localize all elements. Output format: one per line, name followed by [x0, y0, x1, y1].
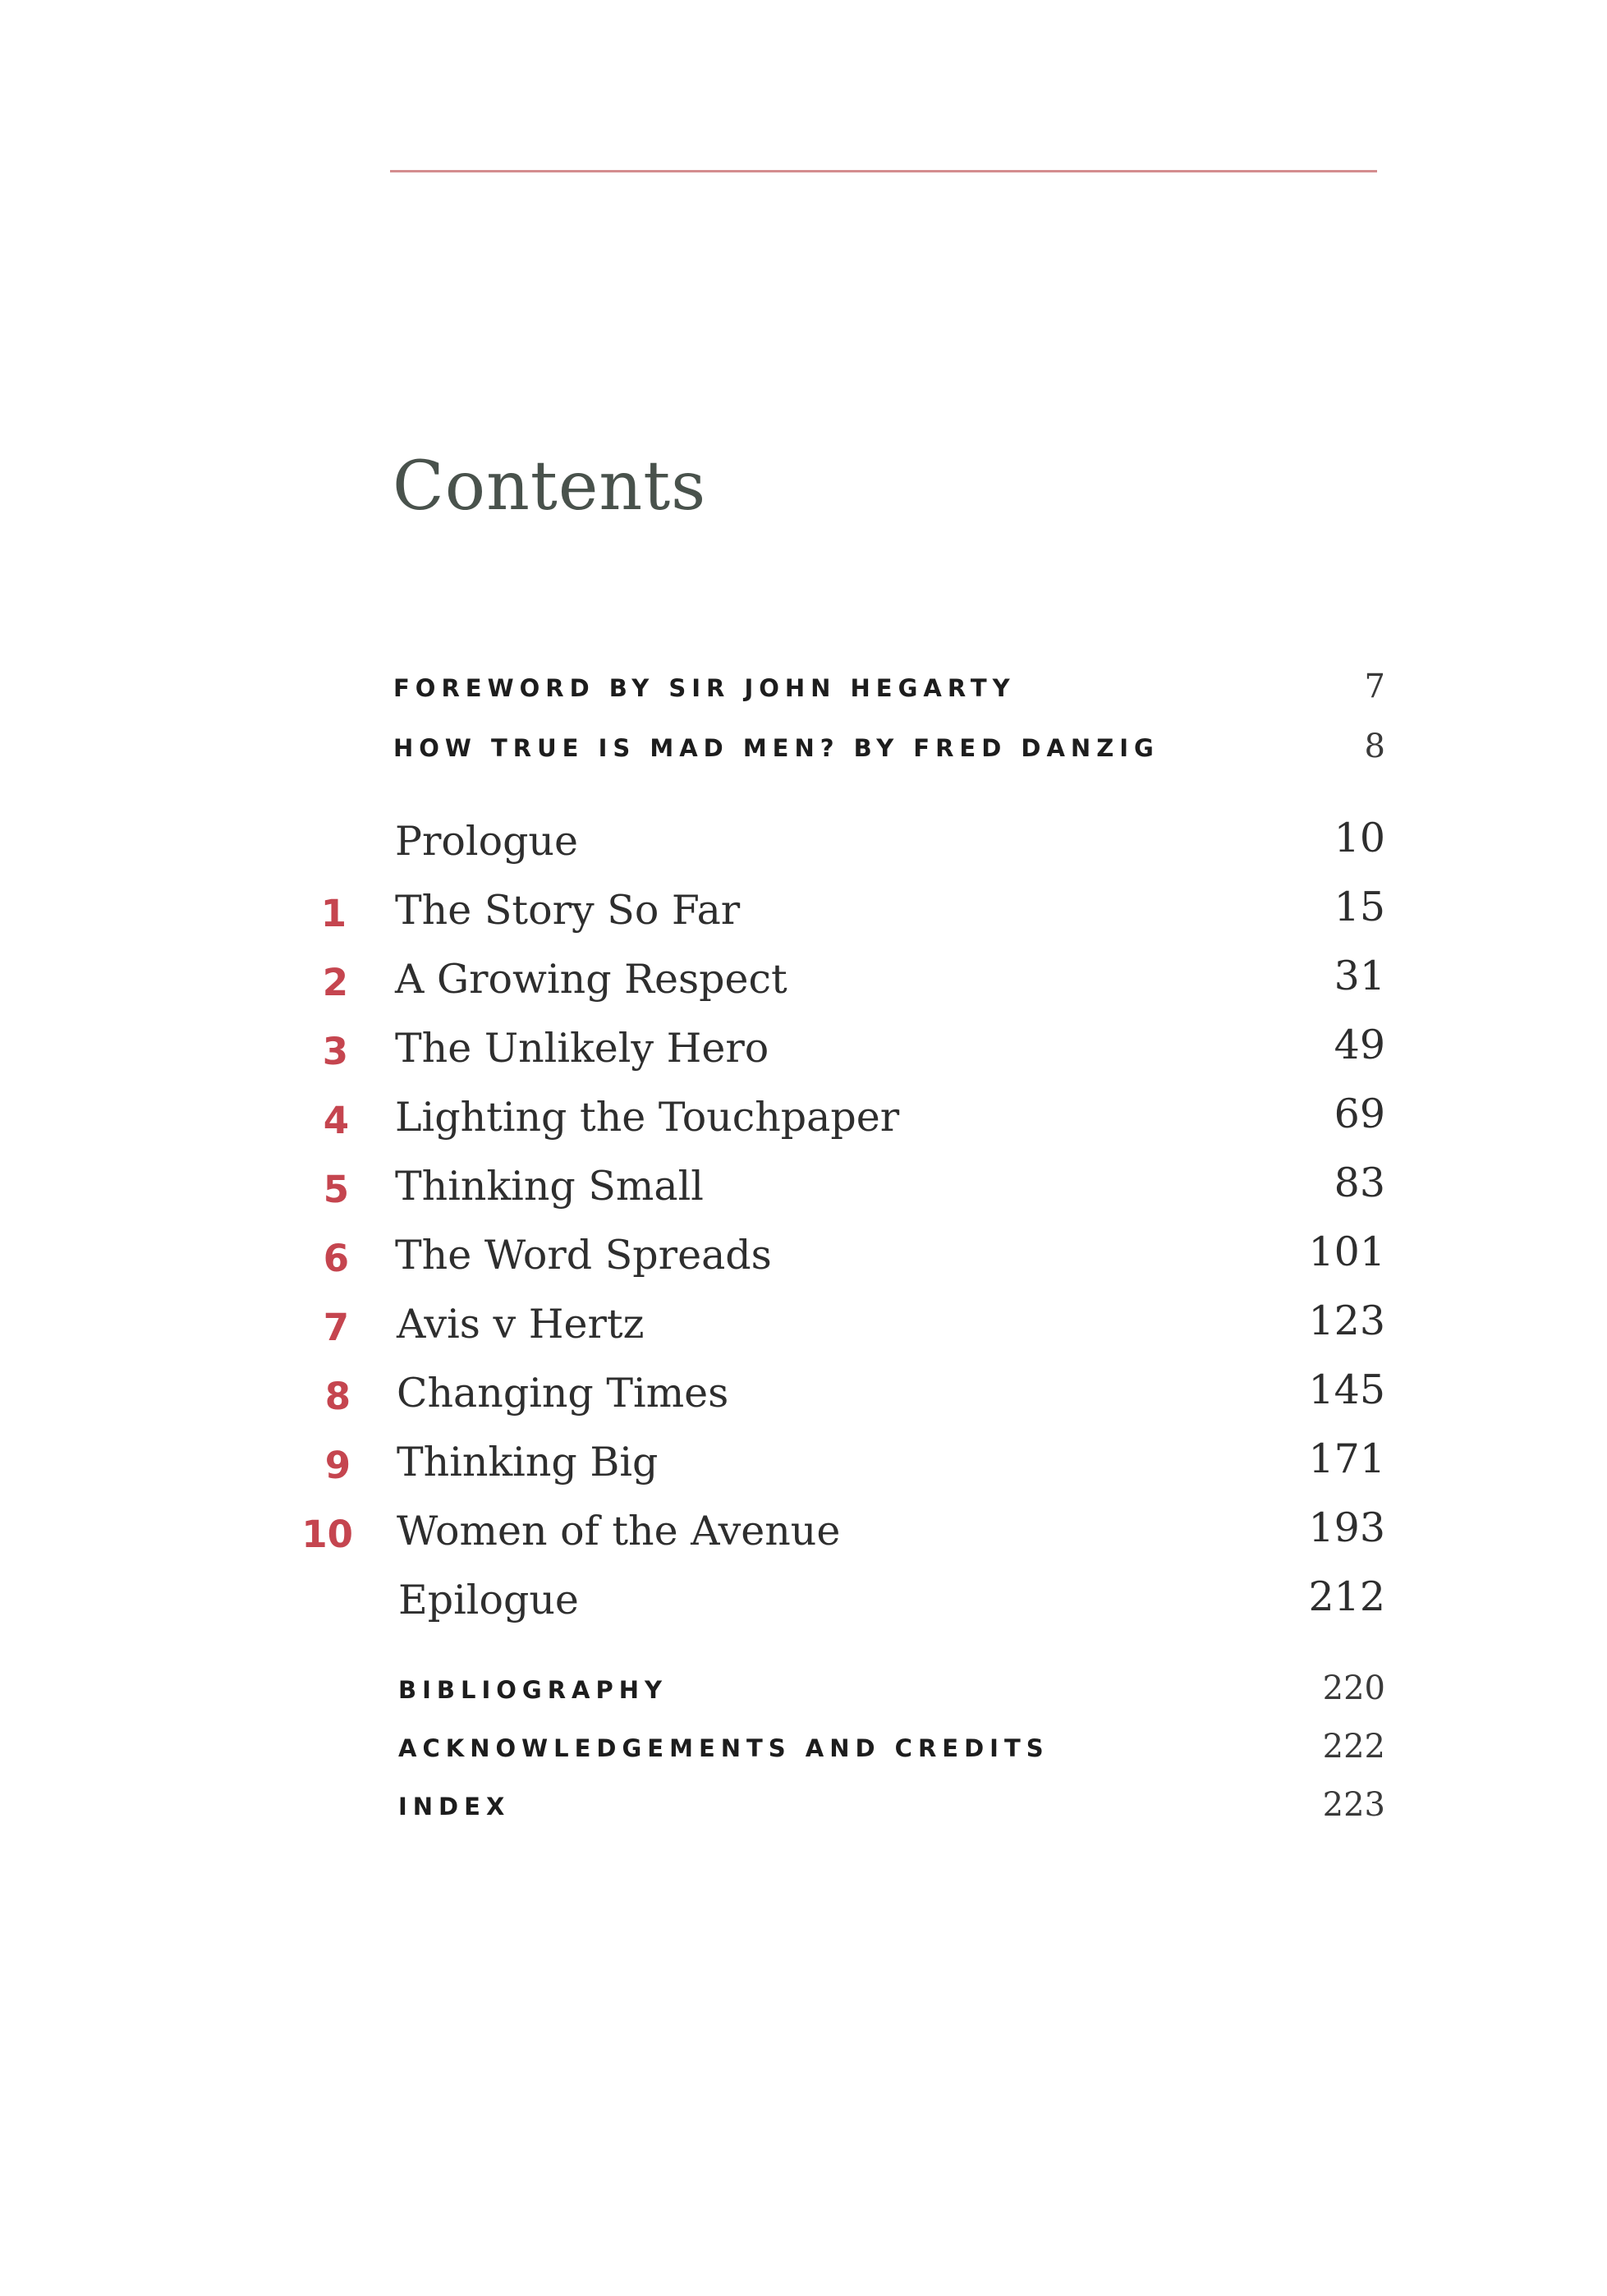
- toc-back-label: INDEX: [398, 1793, 511, 1821]
- chapter-title: Thinking Big: [397, 1439, 659, 1486]
- chapter-number: 7: [323, 1306, 349, 1349]
- toc-back-label: ACKNOWLEDGEMENTS AND CREDITS: [398, 1734, 1049, 1762]
- header-rule: [390, 170, 1377, 172]
- chapter-title: A Growing Respect: [395, 956, 787, 1003]
- chapter-page: 123: [1308, 1297, 1385, 1344]
- chapter-page: 101: [1308, 1228, 1385, 1275]
- chapter-number: 3: [322, 1030, 348, 1073]
- chapter-page: 49: [1334, 1022, 1385, 1068]
- chapter-number: 5: [323, 1168, 349, 1211]
- chapter-page: 145: [1308, 1366, 1385, 1413]
- chapter-title: Changing Times: [397, 1370, 729, 1417]
- chapter-title: Lighting the Touchpaper: [395, 1094, 900, 1141]
- toc-back-page: 222: [1322, 1728, 1385, 1766]
- toc-front-page: 7: [1364, 668, 1385, 705]
- chapter-page: 212: [1308, 1573, 1385, 1620]
- toc-back-page: 223: [1322, 1786, 1385, 1824]
- chapter-title: The Unlikely Hero: [395, 1025, 769, 1072]
- chapter-title: Avis v Hertz: [397, 1301, 645, 1348]
- chapter-number: 8: [324, 1375, 351, 1418]
- chapter-title: The Word Spreads: [395, 1232, 772, 1279]
- chapter-title: Prologue: [395, 818, 578, 865]
- chapter-page: 15: [1334, 884, 1385, 930]
- toc-front-page: 8: [1364, 728, 1385, 765]
- chapter-page: 10: [1334, 815, 1385, 861]
- chapter-page: 69: [1334, 1091, 1385, 1137]
- chapter-title: Epilogue: [398, 1577, 579, 1623]
- chapter-number: 10: [301, 1513, 353, 1556]
- toc-back-page: 220: [1322, 1669, 1385, 1707]
- chapter-number: 1: [320, 892, 347, 935]
- toc-back-label: BIBLIOGRAPHY: [398, 1676, 668, 1704]
- chapter-number: 9: [324, 1444, 351, 1487]
- toc-front-label: FOREWORD BY SIR JOHN HEGARTY: [393, 674, 1016, 702]
- chapter-title: Thinking Small: [395, 1163, 704, 1210]
- chapter-title: The Story So Far: [395, 887, 741, 934]
- chapter-page: 83: [1334, 1159, 1385, 1206]
- chapter-page: 31: [1334, 953, 1385, 999]
- chapter-number: 6: [323, 1237, 349, 1280]
- chapter-page: 171: [1308, 1435, 1385, 1482]
- chapter-number: 4: [323, 1099, 349, 1142]
- page-title: Contents: [393, 448, 707, 526]
- toc-front-label: HOW TRUE IS MAD MEN? BY FRED DANZIG: [393, 734, 1159, 762]
- chapter-title: Women of the Avenue: [397, 1508, 841, 1554]
- chapter-number: 2: [322, 961, 348, 1004]
- chapter-page: 193: [1308, 1504, 1385, 1551]
